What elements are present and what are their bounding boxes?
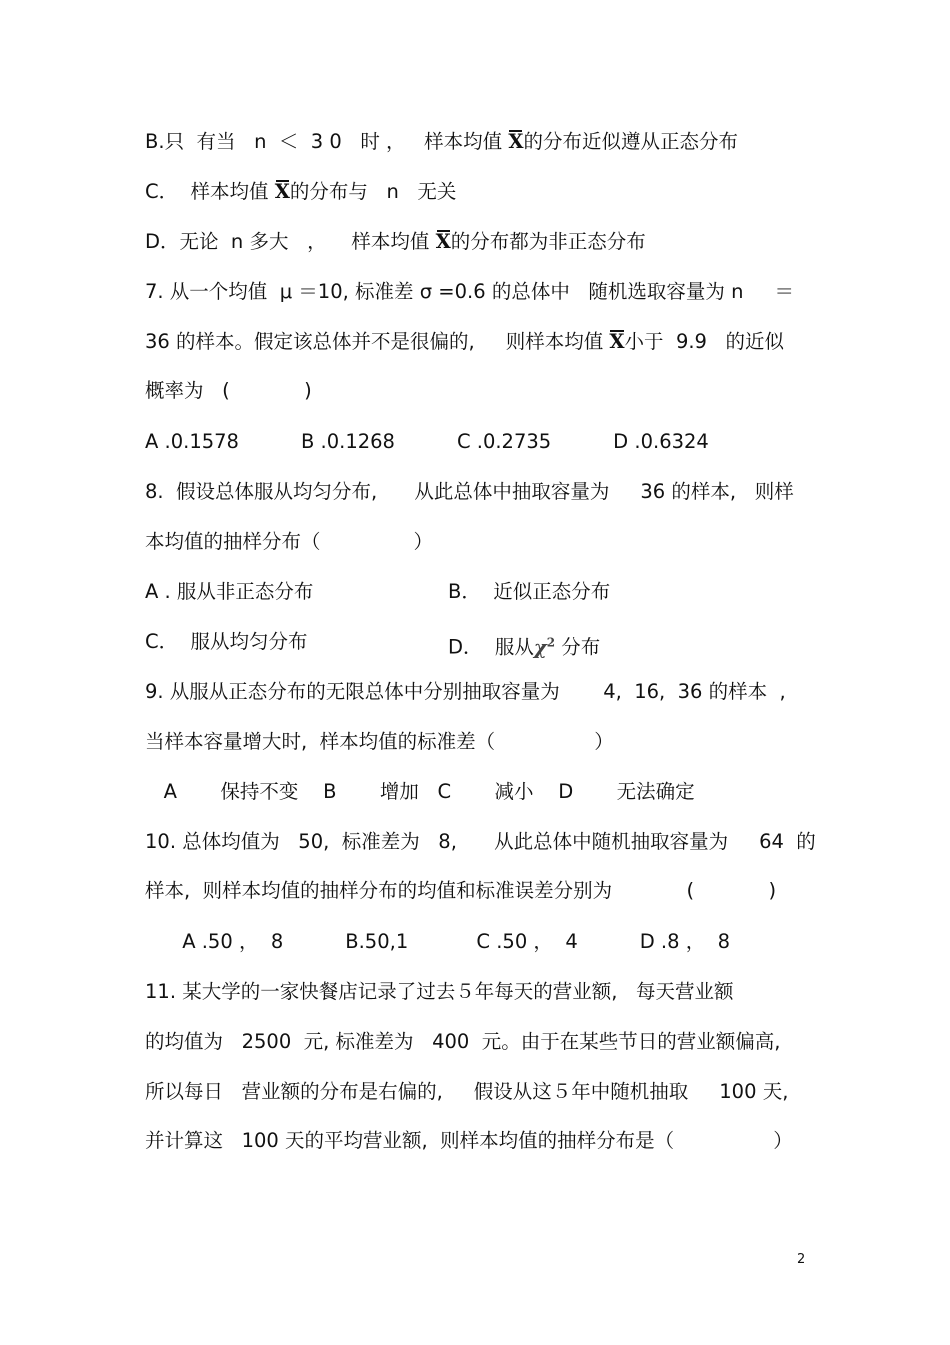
- q11-line-2: 的均值为 2500 元, 标准差为 400 元。由于在某些节日的营业额偏高,: [145, 1030, 781, 1053]
- q7-line-3: 概率为 ( ): [145, 379, 312, 402]
- q9-line-2: 当样本容量增大时, 样本均值的标准差（ ）: [145, 730, 614, 753]
- q6-option-c-text: C． 样本均值: [145, 180, 275, 203]
- q8-option-b: B． 近似正态分布: [448, 580, 611, 603]
- q11-line-3: 所以每日 营业额的分布是右偏的, 假设从这５年中随机抽取 100 天,: [145, 1080, 789, 1103]
- q8-option-a: A . 服从非正态分布: [145, 580, 314, 603]
- q6-option-d: [145, 229, 646, 255]
- q10-line-1: 10. 总体均值为 50, 标准差为 8, 从此总体中随机抽取容量为 64 的: [145, 830, 816, 853]
- q8-option-c: C． 服从均匀分布: [145, 630, 308, 653]
- q11-line-4: 并计算这 100 天的平均营业额, 则样本均值的抽样分布是（ ）: [145, 1129, 793, 1152]
- chi-power: 2: [546, 635, 556, 649]
- q10-options: A .50 ， 8 B.50,1 C .50 ， 4 D .8 ， 8: [145, 930, 731, 953]
- q8-line-1: 8. 假设总体服从均匀分布, 从此总体中抽取容量为 36 的样本, 则样: [145, 480, 794, 503]
- q7-line-2: [145, 329, 784, 355]
- q7-options: A .0.1578 B .0.1268 C .0.2735 D .0.6324: [145, 430, 709, 453]
- q6-option-c: [145, 179, 456, 205]
- x-bar-symbol: X: [435, 230, 451, 253]
- page-number: 2: [797, 1252, 806, 1267]
- q9-options: A 保持不变 B 增加 C 减小 D 无法确定: [145, 780, 695, 803]
- q8-option-d: [448, 629, 600, 661]
- q7-line-2-tail: 小于 9.9 的近似: [624, 330, 785, 353]
- q7-line-1: 7. 从一个均值 μ ＝10, 标准差 σ =0.6 的总体中 随机选取容量为 n ＝: [145, 280, 794, 303]
- q6-option-b-tail: 的分布近似遵从正态分布: [523, 130, 738, 153]
- q10-line-2: 样本, 则样本均值的抽样分布的均值和标准误差分别为 ( ): [145, 879, 777, 902]
- q11-line-1: 11. 某大学的一家快餐店记录了过去５年每天的营业额, 每天营业额: [145, 980, 734, 1003]
- chi-square-symbol: [534, 636, 555, 659]
- q8-option-d-tail: 分布: [555, 635, 601, 659]
- q8-line-2: 本均值的抽样分布（ ）: [145, 530, 433, 553]
- q9-line-1: 9. 从服从正态分布的无限总体中分别抽取容量为 4, 16, 36 的样本 ,: [145, 680, 786, 703]
- x-bar-symbol: X: [274, 180, 290, 203]
- q6-option-b-text: B.只 有当 n ＜ 3 0 时 ， 样本均值: [145, 130, 509, 153]
- q6-option-c-tail: 的分布与 n 无关: [289, 180, 457, 203]
- q8-option-d-text: D． 服从: [448, 635, 534, 659]
- q7-line-2-text: 36 的样本。假定该总体并不是很偏的, 则样本均值: [145, 330, 610, 353]
- q6-option-d-tail: 的分布都为非正态分布: [450, 230, 646, 253]
- x-bar-symbol: X: [508, 130, 524, 153]
- x-bar-symbol: X: [609, 330, 625, 353]
- q6-option-b: [145, 129, 738, 155]
- q6-option-d-text: D．无论 n 多大 ， 样本均值: [145, 230, 436, 253]
- chi-symbol: χ: [533, 635, 547, 659]
